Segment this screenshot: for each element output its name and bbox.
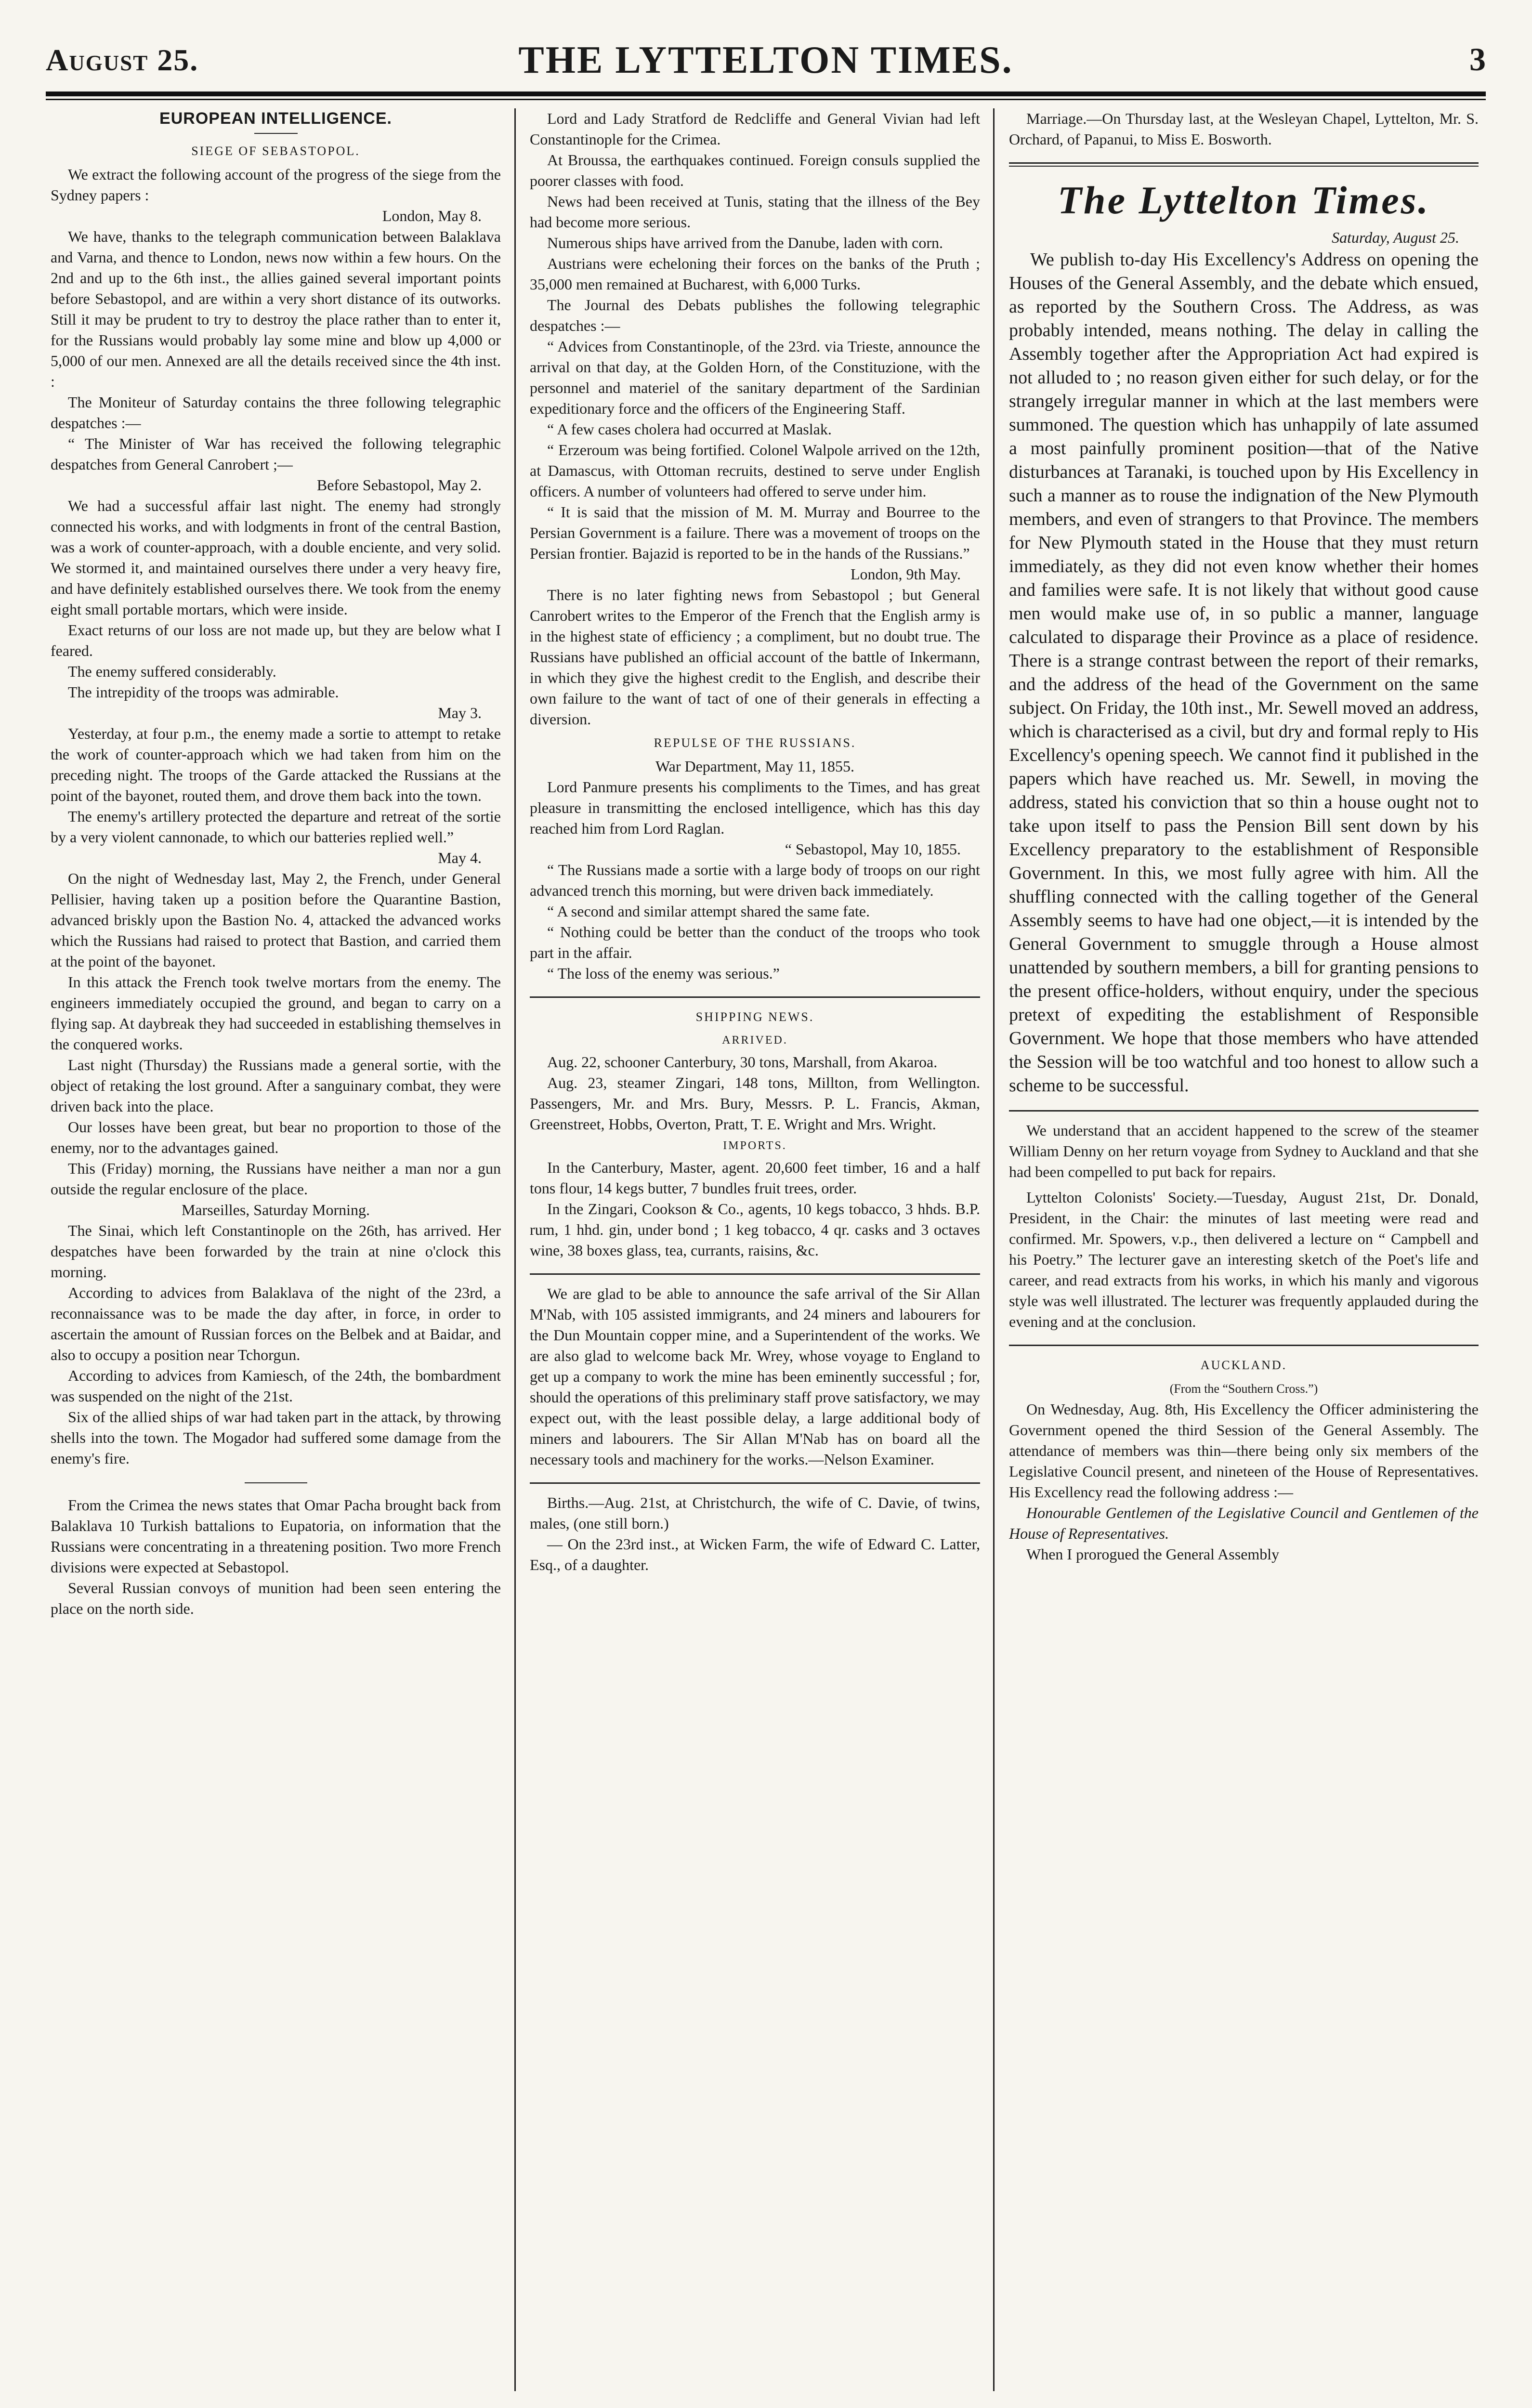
paragraph: In the Zingari, Cookson & Co., agents, 10 kegs tobacco, 3 hhds. B.P. rum, 1 hhd. gin, under bond ; 1 keg tobacco, 4 qr. casks and 3 octaves wine, 38 boxes glass, tea, currants, raisins, &c.	[530, 1200, 980, 1259]
paragraph: On the night of Wednesday last, May 2, the French, under General Pellisier, having taken up a position before the Quarantine Bastion, advanced briskly upon the Bastion No. 4, attacked the advanced works which the Russians had raised to protect that Bastion, and carried them at the point of the bayonet.	[51, 870, 501, 970]
paragraph: Exact returns of our loss are not made up, but they are below what I feared.	[51, 621, 501, 659]
editorial: We publish to-day His Excellency's Address on opening the Houses of the General Assembly, and the debate which ensued, as reported by the Southern Cross. The Address, as was probably intended, means nothing. The delay in calling the Assembly together after the Appropriation Act had expired is not alluded to ; no reason given either for such delay, or for the strangely irregular manner in which at the last members were summoned. The question which has unhappily of late assumed a most painfully prominent position—that of the Native disturbances at Taranaki, is touched upon by His Excellency in such a manner as to rouse the indignation of the New Plymouth members, and even of strangers to that Province. The members for New Plymouth stated in the House that they must return immediately, as they did not even know whether their homes and families were safe. It is not likely that without good cause men would make use of, in so public a manner, language calculated to disparage their Province as a place of residence. There is a strange contrast between the report of their remarks, and the address of the head of the Government on the same subject. On Friday, the 10th inst., Mr. Sewell moved an address, which is characterised as a civil, but dry and formal reply to His Excellency's opening speech. We cannot find it published in the papers which have reached us. Mr. Sewell, in moving the address, stated his conviction that so thin a house ought not to take upon itself to pass the Pension Bill sent down by his Excellency preparatory to the establishment of Responsible Government. In this, we most fully agree with him. All the shuffling connected with the calling together of the General Assembly seems to have had one object,—it is intended by the General Government to smuggle through a House almost unattended by southern members, a bill for granting pensions to the present office-holders, without enquiry, under the specious pretext of expediting the establishment of Responsible Government. We hope that those members who have attended the Session will be too watchful and too honest to allow such a scheme to be successful.	[1009, 249, 1479, 1096]
column-1	[51, 108, 501, 2391]
paragraph: News had been received at Tunis, stating that the illness of the Bey had become more serious.	[530, 193, 980, 231]
address-salutation: Honourable Gentlemen of the Legislative Council and Gentlemen of the House of Representatives.	[1009, 1504, 1479, 1542]
issue-date: August 25.	[46, 43, 199, 77]
paragraph: From the Crimea the news states that Omar Pacha brought back from Balaklava 10 Turkish battalions to Eupatoria, on information that the Russians were concentrating in a threatening position. Two more French divisions were expected at Sebastopol.	[51, 1496, 501, 1576]
short-rule	[245, 1482, 307, 1483]
paragraph: “ The Russians made a sortie with a large body of troops on our right advanced trench this morning, but were driven back immediately.	[530, 861, 980, 899]
paragraph: Numerous ships have arrived from the Danube, laden with corn.	[547, 234, 943, 251]
dateline: Saturday, August 25.	[1332, 229, 1459, 246]
short-rule	[254, 133, 298, 134]
dateline: Before Sebastopol, May 2.	[316, 476, 482, 494]
paragraph: There is no later fighting news from Sebastopol ; but General Canrobert writes to the Emperor of the French that the English army is in the highest state of efficiency ; a compliment, but no doubt true. The Russians have published an official account of the battle of Inkermann, in which they give the highest credit to the English, and describe their own failure to the want of tact of one of their generals in effecting a diversion.	[530, 586, 980, 728]
paragraph: “ Nothing could be better than the conduct of the troops who took part in the affair.	[530, 923, 980, 961]
paragraph: Births.—Aug. 21st, at Christchurch, the wife of C. Davie, of twins, males, (one still born.)	[530, 1494, 980, 1532]
section-heading: EUROPEAN INTELLIGENCE.	[159, 109, 392, 128]
accident-notice: We understand that an accident happened to the screw of the steamer William Denny on her return voyage from Sydney to Auckland and that she had been compelled to put back for repairs.	[1009, 1122, 1479, 1180]
dateline: May 4.	[438, 849, 482, 866]
subheading: SHIPPING NEWS.	[695, 1010, 814, 1024]
paragraph: Aug. 22, schooner Canterbury, 30 tons, Marshall, from Akaroa.	[547, 1053, 938, 1071]
column-3	[1009, 108, 1479, 2391]
column-divider	[993, 108, 995, 2391]
subheading: SIEGE OF SEBASTOPOL.	[191, 144, 360, 158]
paragraph: “ A second and similar attempt shared the same fate.	[547, 903, 870, 920]
header-rule-thin	[46, 99, 1486, 100]
paragraph: At Broussa, the earthquakes continued. Foreign consuls supplied the poorer classes with food.	[530, 151, 980, 189]
newspaper-title: THE LYTTELTON TIMES.	[518, 39, 1013, 81]
paragraph: The Moniteur of Saturday contains the three following telegraphic despatches :—	[51, 393, 501, 432]
section-divider	[1009, 162, 1479, 167]
paragraph: The Journal des Debats publishes the following telegraphic despatches :—	[530, 296, 980, 334]
paragraph: We are glad to be able to announce the safe arrival of the Sir Allan M'Nab, with 105 assisted immigrants, and 24 miners and labourers for the Dun Mountain copper mine, and a Superintendent of the works. We are also glad to welcome back Mr. Wrey, whose voyage to England to get up a company to work the mine has been eminently successful ; for, should the operations of this preliminary staff prove satisfactory, we may expect out, with the least possible delay, a large additional body of miners and labourers. The Sir Allan M'Nab has on board all the necessary tools and machinery for the works.—Nelson Examiner.	[530, 1285, 980, 1468]
paragraph: “ The Minister of War has received the following telegraphic despatches from General Canrobert ;—	[51, 435, 501, 473]
masthead: The Lyttelton Times.	[1057, 178, 1430, 222]
header-rule	[46, 92, 1486, 96]
section-divider	[1009, 1110, 1479, 1112]
paragraph: Yesterday, at four p.m., the enemy made a sortie to attempt to retake the work of counter-approach which we had taken from him on the preceding night. The troops of the Garde attacked the Russians at the point of the bayonet, routed them, and drove them back into the town.	[51, 725, 501, 804]
dateline: War Department, May 11, 1855.	[655, 758, 854, 775]
paragraph: The intrepidity of the troops was admirable.	[68, 683, 339, 701]
paragraph: Aug. 23, steamer Zingari, 148 tons, Millton, from Wellington. Passengers, Mr. and Mrs. Bury, Messrs. P. L. Francis, Akman, Greenstreet, Hobbs, Overton, Pratt, T. E. Wright and Mrs. Wright.	[530, 1074, 980, 1133]
section-divider	[530, 996, 980, 998]
paragraph: According to advices from Kamiesch, of the 24th, the bombardment was suspended on the night of the 21st.	[51, 1367, 501, 1405]
paragraph: Lord and Lady Stratford de Redcliffe and General Vivian had left Constantinople for the Crimea.	[530, 110, 980, 148]
paragraph: “ It is said that the mission of M. M. Murray and Bourree to the Persian Government is a failure. There was a movement of troops on the Persian frontier. Bajazid is reported to be in the hands of the Russians.”	[530, 503, 980, 562]
subheading: IMPORTS.	[723, 1139, 787, 1152]
paragraph: The Sinai, which left Constantinople on the 26th, has arrived. Her despatches have been forwarded by the train at nine o'clock this morning.	[51, 1222, 501, 1281]
dateline: May 3.	[438, 704, 482, 721]
address-opening: When I prorogued the General Assembly	[1026, 1545, 1280, 1563]
column-2	[530, 108, 980, 2391]
paragraph: According to advices from Balaklava of the night of the 23rd, a reconnaissance was to be made the day after, in force, in order to ascertain the amount of Russian forces on the Belbek and at Baidar, and also to occupy a position near Tchorgun.	[51, 1284, 501, 1363]
subheading: REPULSE OF THE RUSSIANS.	[654, 736, 856, 750]
section-divider	[1009, 1345, 1479, 1346]
marriage-notice: Marriage.—On Thursday last, at the Wesleyan Chapel, Lyttelton, Mr. S. Orchard, of Papanui, to Miss E. Bosworth.	[1009, 110, 1479, 148]
paragraph: In this attack the French took twelve mortars from the enemy. The engineers immediately occupied the ground, and began to carry on a flying sap. At daybreak they had succeeded in establishing themselves in the conquered works.	[51, 973, 501, 1053]
paragraph: Several Russian convoys of munition had been seen entering the place on the north side.	[51, 1579, 501, 1617]
section-divider	[530, 1482, 980, 1484]
paragraph: “ The loss of the enemy was serious.”	[547, 965, 780, 982]
paragraph: Austrians were echeloning their forces on the banks of the Pruth ; 35,000 men remained at Bucharest, with 6,000 Turks.	[530, 255, 980, 293]
auckland-heading: AUCKLAND.	[1200, 1358, 1287, 1372]
paragraph: “ Erzeroum was being fortified. Colonel Walpole arrived on the 12th, at Damascus, with Ottoman recruits, destined to serve under English officers. A number of volunteers had offered to serve under him.	[530, 441, 980, 500]
column-divider	[514, 108, 516, 2391]
dateline: London, May 8.	[382, 207, 482, 224]
section-divider	[530, 1273, 980, 1275]
paragraph: Our losses have been great, but bear no proportion to those of the enemy, nor to the advantages gained.	[51, 1118, 501, 1156]
paragraph: Six of the allied ships of war had taken part in the attack, by throwing shells into the town. The Mogador had suffered some damage from the enemy's fire.	[51, 1408, 501, 1467]
paragraph: — On the 23rd inst., at Wicken Farm, the wife of Edward C. Latter, Esq., of a daughter.	[530, 1535, 980, 1573]
auckland-body: On Wednesday, Aug. 8th, His Excellency the Officer administering the Government opened the third Session of the General Assembly. The attendance of members was thin—there being only six members of the Legislative Council present, and nineteen of the House of Representatives. His Excellency read the following address :—	[1009, 1400, 1479, 1501]
subheading: ARRIVED.	[722, 1034, 788, 1047]
dateline: “ Sebastopol, May 10, 1855.	[785, 840, 961, 858]
auckland-source: (From the “Southern Cross.”)	[1169, 1382, 1318, 1396]
paragraph: This (Friday) morning, the Russians have neither a man nor a gun outside the regular enclosure of the place.	[51, 1160, 501, 1198]
paragraph: In the Canterbury, Master, agent. 20,600 feet timber, 16 and a half tons flour, 14 kegs butter, 7 bundles fruit trees, order.	[530, 1159, 980, 1197]
paragraph: Last night (Thursday) the Russians made a general sortie, with the object of retaking the lost ground. After a sanguinary combat, they were driven back into the place.	[51, 1056, 501, 1115]
dateline: Marseilles, Saturday Morning.	[181, 1201, 370, 1218]
paragraph: The enemy's artillery protected the departure and retreat of the sortie by a very violent cannonade, to which our batteries replied well.”	[51, 808, 501, 846]
paragraph: We have, thanks to the telegraph communication between Balaklava and Varna, and thence to London, news now within a few hours. On the 2nd and up to the 6th inst., the allies gained several important points before Sebastopol, and are within a very short distance of its outworks. Still it may be prudent to try to destroy the place rather than to enter it, for the Russians would probably lay some mine and blow up 4,000 or 5,000 of our men. Annexed are all the details received since the 4th inst. :	[51, 228, 501, 390]
paragraph: We extract the following account of the progress of the siege from the Sydney papers :	[51, 166, 501, 204]
page-header	[46, 34, 1486, 92]
paragraph: “ A few cases cholera had occurred at Maslak.	[547, 420, 832, 438]
paragraph: The enemy suffered considerably.	[68, 663, 276, 680]
dateline: London, 9th May.	[850, 565, 961, 583]
colonists-society-notice: Lyttelton Colonists' Society.—Tuesday, August 21st, Dr. Donald, President, in the Chair: the minutes of last meeting were read and confirmed. Mr. Spowers, v.p., then delivered a lecture on “ Campbell and his Poetry.” The lecturer gave an interesting sketch of the Poet's life and career, and read extracts from his works, in which his manly and vigorous style was well illustrated. The lecturer was frequently applauded during the evening and at the conclusion.	[1009, 1189, 1479, 1330]
paragraph: “ Advices from Constantinople, of the 23rd. via Trieste, announce the arrival on that day, at the Golden Horn, of the Constituzione, with the personnel and materiel of the sanitary department of the Sardinian expeditionary force and the officers of the Engineering Staff.	[530, 338, 980, 417]
paragraph: We had a successful affair last night. The enemy had strongly connected his works, and with lodgments in front of the central Bastion, was a work of counter-approach, with a double enciente, and very solid. We stormed it, and maintained ourselves there under a very heavy fire, and have definitely established ourselves there. We took from the enemy eight small portable mortars, which were inside.	[51, 497, 501, 618]
paragraph: Lord Panmure presents his compliments to the Times, and has great pleasure in transmitting the enclosed intelligence, which has this day reached him from Lord Raglan.	[530, 778, 980, 837]
page-number: 3	[1469, 41, 1486, 78]
